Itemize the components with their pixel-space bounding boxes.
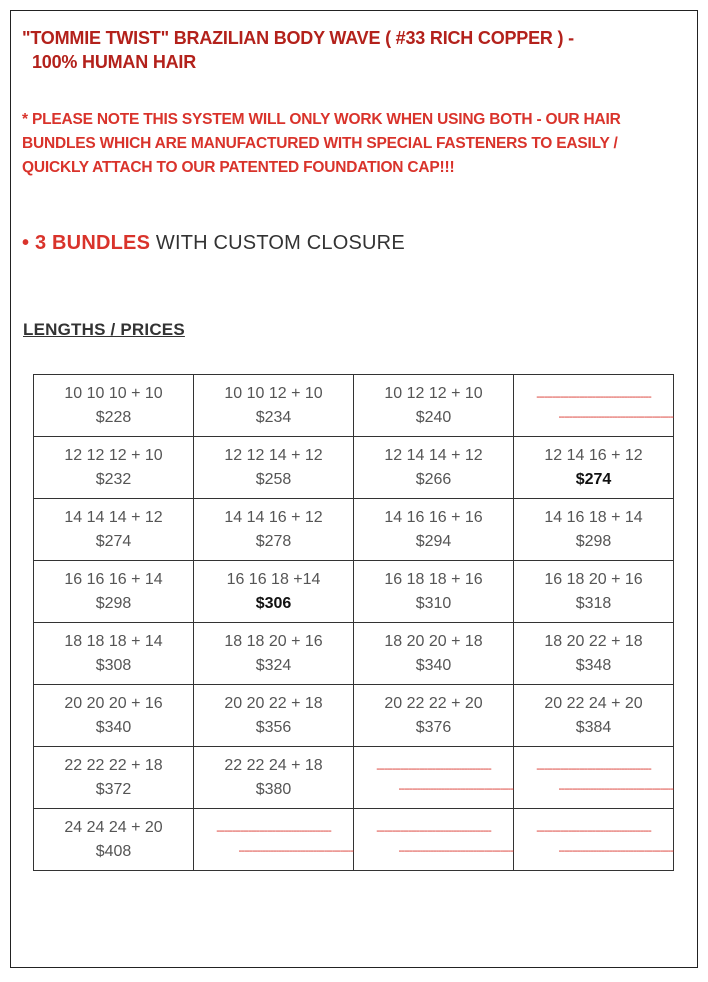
empty-cell [514, 747, 674, 809]
price-cell [354, 499, 514, 561]
price-table [33, 374, 674, 871]
table-row [34, 747, 674, 809]
cell-lengths: 12 14 14 + 12 [384, 446, 483, 464]
table-row [34, 499, 674, 561]
placeholder-dashes: ------------------------------------------- [216, 824, 331, 837]
price-cell [514, 685, 674, 747]
cell-price: $278 [255, 532, 292, 550]
cell-price: $356 [255, 718, 292, 736]
cell-lengths: 10 10 12 + 10 [224, 384, 323, 402]
cell-lengths: 12 12 12 + 10 [64, 446, 163, 464]
price-cell [34, 375, 194, 437]
cell-price: $298 [95, 594, 132, 612]
cell-lengths: 18 20 22 + 18 [544, 632, 643, 650]
cell-price: $234 [255, 408, 292, 426]
price-cell [354, 623, 514, 685]
empty-cell [354, 747, 514, 809]
cell-lengths: 14 16 16 + 16 [384, 508, 483, 526]
cell-lengths: 10 12 12 + 10 [384, 384, 483, 402]
table-row [34, 561, 674, 623]
empty-cell [354, 809, 514, 871]
cell-lengths: 18 20 20 + 18 [384, 632, 483, 650]
cell-price: $408 [95, 842, 132, 860]
price-cell [34, 437, 194, 499]
price-cell [194, 561, 354, 623]
placeholder-dashes: ------------------------------------------- [376, 824, 491, 837]
placeholder-dashes: ------------------------------------------- [536, 824, 651, 837]
cell-lengths: 20 20 22 + 18 [224, 694, 323, 712]
price-cell [514, 437, 674, 499]
placeholder-dashes: ------------------------------------------- [398, 782, 514, 795]
table-row [34, 685, 674, 747]
cell-price: $274 [575, 470, 612, 488]
price-cell [194, 499, 354, 561]
placeholder-dashes: ------------------------------------------- [376, 762, 491, 775]
cell-price: $310 [415, 594, 452, 612]
price-cell [34, 561, 194, 623]
page-title [22, 26, 662, 74]
cell-lengths: 24 24 24 + 20 [64, 818, 163, 836]
cell-lengths: 14 14 14 + 12 [64, 508, 163, 526]
placeholder-dashes: ------------------------------------------- [536, 762, 651, 775]
price-cell [194, 747, 354, 809]
cell-price: $298 [575, 532, 612, 550]
cell-lengths: 20 22 24 + 20 [544, 694, 643, 712]
table-row [34, 809, 674, 871]
price-cell [354, 375, 514, 437]
cell-lengths: 16 16 16 + 14 [64, 570, 163, 588]
price-cell [514, 561, 674, 623]
cell-price: $384 [575, 718, 612, 736]
cell-price: $232 [95, 470, 132, 488]
table-row [34, 375, 674, 437]
empty-cell [194, 809, 354, 871]
price-cell [514, 499, 674, 561]
price-cell [354, 561, 514, 623]
placeholder-dashes: ------------------------------------------- [558, 782, 674, 795]
price-cell [514, 623, 674, 685]
price-cell [34, 809, 194, 871]
cell-lengths: 20 22 22 + 20 [384, 694, 483, 712]
price-cell [354, 437, 514, 499]
placeholder-dashes: ------------------------------------------- [238, 844, 354, 857]
empty-cell [514, 375, 674, 437]
price-cell [354, 685, 514, 747]
cell-price: $376 [415, 718, 452, 736]
cell-price: $348 [575, 656, 612, 674]
cell-price: $308 [95, 656, 132, 674]
cell-lengths: 16 16 18 +14 [226, 570, 321, 588]
cell-lengths: 14 16 18 + 14 [544, 508, 643, 526]
cell-lengths: 10 10 10 + 10 [64, 384, 163, 402]
title-line-1: "TOMMIE TWIST" BRAZILIAN BODY WAVE ( #33 RICH COPPER ) - [22, 28, 574, 48]
cell-price: $380 [255, 780, 292, 798]
cell-price: $266 [415, 470, 452, 488]
placeholder-dashes: ------------------------------------------- [536, 390, 651, 403]
price-cell [34, 499, 194, 561]
cell-lengths: 14 14 16 + 12 [224, 508, 323, 526]
price-cell [194, 685, 354, 747]
bundles-description: WITH CUSTOM CLOSURE [150, 232, 405, 254]
price-cell [34, 685, 194, 747]
compatibility-note: * PLEASE NOTE THIS SYSTEM WILL ONLY WORK WHEN USING BOTH - OUR HAIR BUNDLES WHICH ARE MANUFACTURED WITH SPECIAL FASTENERS TO EASILY / QUICKLY ATTACH TO OUR PATENTED FOUNDATION CAP!!! [22, 111, 621, 176]
cell-lengths: 16 18 20 + 16 [544, 570, 643, 588]
table-row [34, 623, 674, 685]
price-cell [34, 623, 194, 685]
cell-price: $274 [95, 532, 132, 550]
cell-lengths: 12 14 16 + 12 [544, 446, 643, 464]
placeholder-dashes: ------------------------------------------- [398, 844, 514, 857]
empty-cell [514, 809, 674, 871]
price-cell [194, 437, 354, 499]
placeholder-dashes: ------------------------------------------- [558, 844, 674, 857]
cell-lengths: 18 18 18 + 14 [64, 632, 163, 650]
cell-price: $318 [575, 594, 612, 612]
placeholder-dashes: ------------------------------------------- [558, 410, 674, 423]
bundles-bullet: • 3 BUNDLES [22, 232, 151, 254]
section-heading: LENGTHS / PRICES [23, 320, 185, 339]
cell-lengths: 16 18 18 + 16 [384, 570, 483, 588]
cell-price: $240 [415, 408, 452, 426]
cell-price: $340 [95, 718, 132, 736]
cell-price: $306 [255, 594, 292, 612]
cell-lengths: 20 20 20 + 16 [64, 694, 163, 712]
price-cell [194, 623, 354, 685]
cell-lengths: 12 12 14 + 12 [224, 446, 323, 464]
cell-price: $340 [415, 656, 452, 674]
cell-price: $258 [255, 470, 292, 488]
price-cell [34, 747, 194, 809]
cell-price: $372 [95, 780, 132, 798]
cell-price: $228 [95, 408, 132, 426]
cell-lengths: 22 22 24 + 18 [224, 756, 323, 774]
bundle-info [22, 232, 405, 255]
cell-lengths: 22 22 22 + 18 [64, 756, 163, 774]
cell-price: $324 [255, 656, 292, 674]
cell-price: $294 [415, 532, 452, 550]
title-line-2: 100% HUMAN HAIR [32, 52, 197, 72]
table-row [34, 437, 674, 499]
price-cell [194, 375, 354, 437]
cell-lengths: 18 18 20 + 16 [224, 632, 323, 650]
